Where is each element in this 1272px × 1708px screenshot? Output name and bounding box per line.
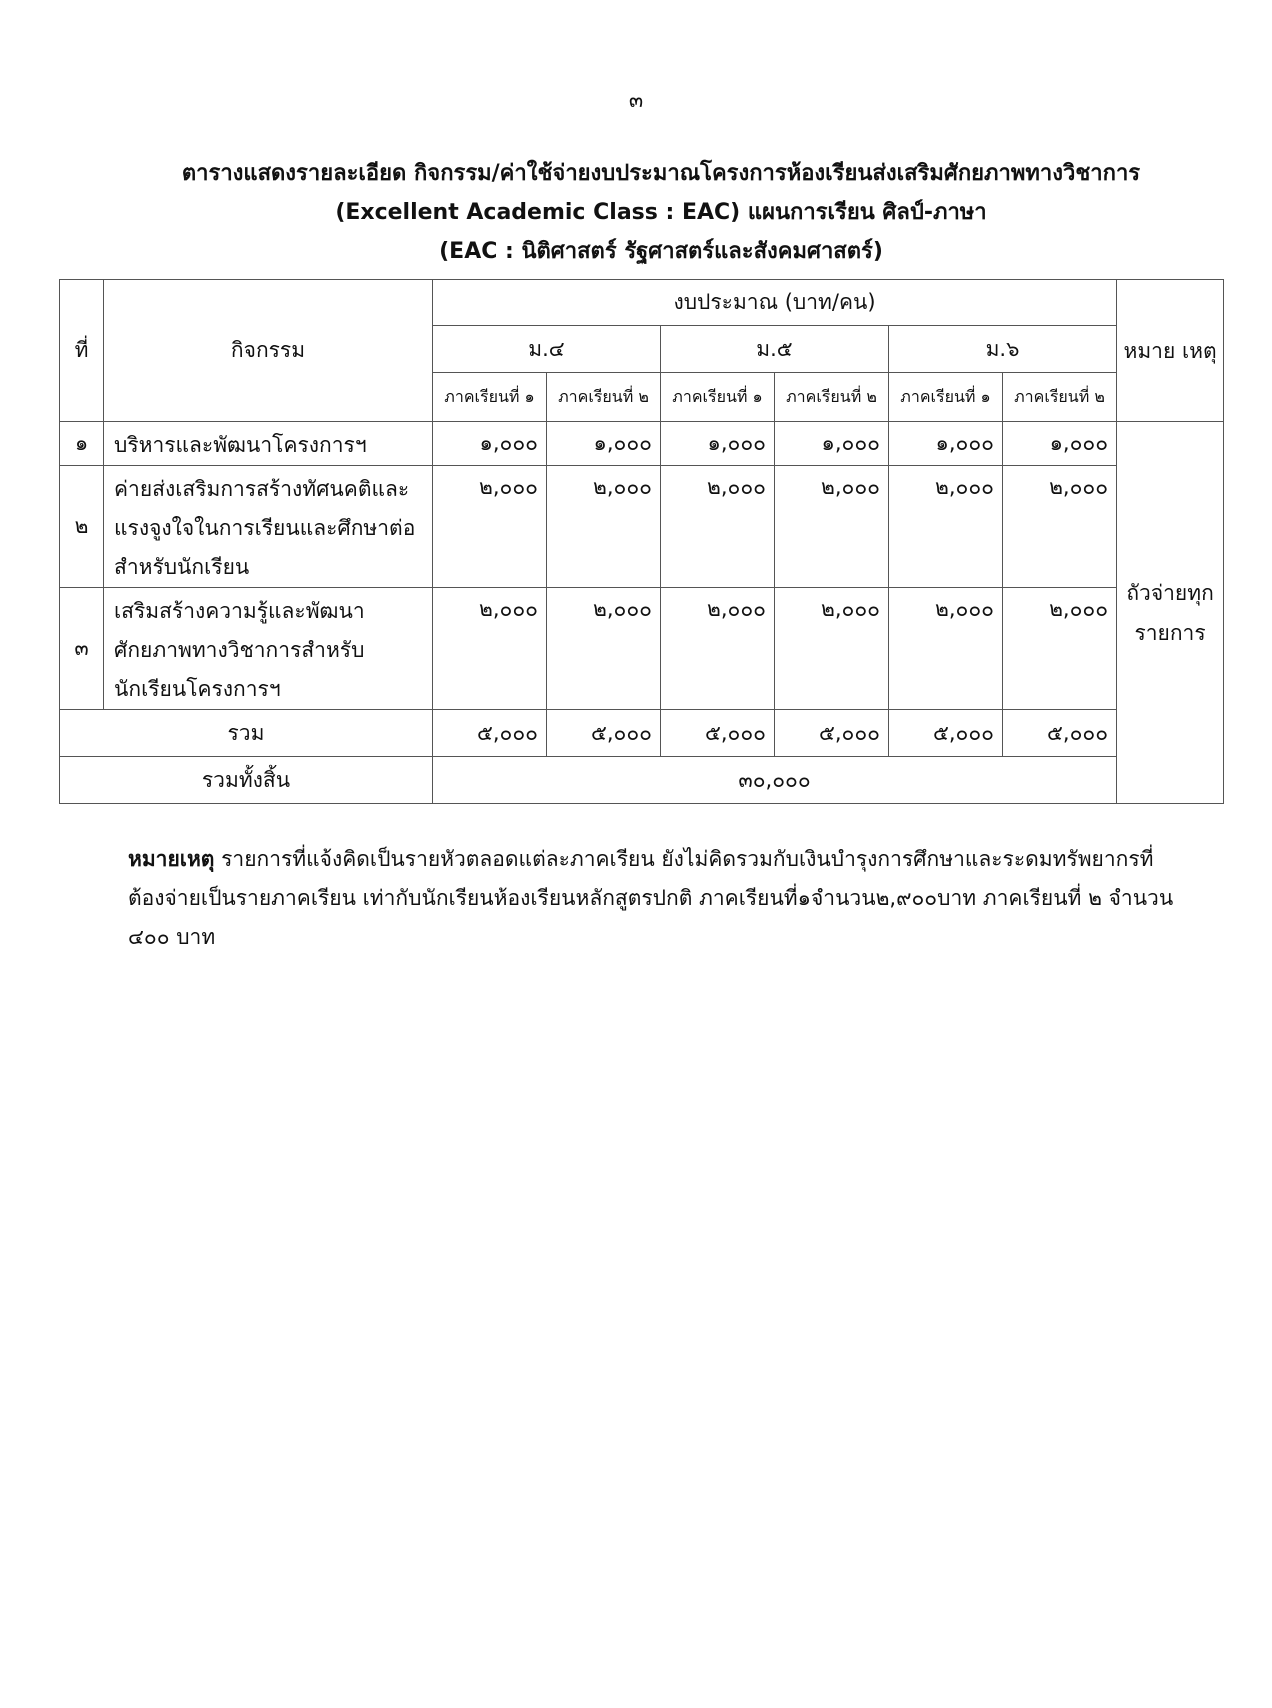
budget-value: ๑,๐๐๐	[547, 422, 661, 466]
budget-value: ๒,๐๐๐	[433, 466, 547, 588]
budget-value: ๒,๐๐๐	[661, 466, 775, 588]
table-row	[60, 422, 1224, 466]
activity-name: บริหารและพัฒนาโครงการฯ	[104, 422, 433, 466]
row-number: ๒	[60, 466, 104, 588]
budget-value: ๒,๐๐๐	[547, 588, 661, 710]
header-semester: ภาคเรียนที่ ๑	[889, 373, 1003, 422]
header-semester: ภาคเรียนที่ ๑	[661, 373, 775, 422]
budget-value: ๒,๐๐๐	[1003, 466, 1117, 588]
title-line-2: (Excellent Academic Class : EAC) แผนการเรียน ศิลป์-ภาษา	[335, 200, 987, 225]
sum-value: ๕,๐๐๐	[775, 710, 889, 757]
sum-row	[60, 710, 1224, 757]
budget-value: ๒,๐๐๐	[433, 588, 547, 710]
sum-label: รวม	[60, 710, 433, 757]
remark-text: ถัวจ่ายทุกรายการ	[1126, 580, 1214, 645]
page-number: ๓	[628, 88, 644, 112]
document-title	[120, 154, 1202, 271]
grand-total-label: รวมทั้งสิ้น	[60, 757, 433, 804]
budget-value: ๑,๐๐๐	[433, 422, 547, 466]
budget-value: ๒,๐๐๐	[547, 466, 661, 588]
budget-table	[59, 279, 1224, 804]
grand-total-value: ๓๐,๐๐๐	[433, 757, 1117, 804]
sum-value: ๕,๐๐๐	[889, 710, 1003, 757]
title-line-1: ตารางแสดงรายละเอียด กิจกรรม/ค่าใช้จ่ายงบประมาณโครงการห้องเรียนส่งเสริมศักยภาพทางวิชาการ	[181, 161, 1141, 186]
sum-value: ๕,๐๐๐	[1003, 710, 1117, 757]
budget-value: ๑,๐๐๐	[775, 422, 889, 466]
header-grade-m6: ม.๖	[889, 326, 1117, 373]
budget-value: ๒,๐๐๐	[1003, 588, 1117, 710]
table-row	[60, 588, 1224, 710]
remark-cell	[1117, 422, 1224, 804]
header-row-1	[60, 280, 1224, 326]
header-budget: งบประมาณ (บาท/คน)	[433, 280, 1117, 326]
header-activity: กิจกรรม	[104, 280, 433, 422]
table-row	[60, 466, 1224, 588]
budget-value: ๑,๐๐๐	[661, 422, 775, 466]
row-number: ๑	[60, 422, 104, 466]
header-semester: ภาคเรียนที่ ๑	[433, 373, 547, 422]
header-semester: ภาคเรียนที่ ๒	[547, 373, 661, 422]
header-grade-m5: ม.๕	[661, 326, 889, 373]
header-semester: ภาคเรียนที่ ๒	[775, 373, 889, 422]
header-grade-m4: ม.๔	[433, 326, 661, 373]
sum-value: ๕,๐๐๐	[547, 710, 661, 757]
footnote-text: รายการที่แจ้งคิดเป็นรายหัวตลอดแต่ละภาคเรียน ยังไม่คิดรวมกับเงินบำรุงการศึกษาและระดมทรัพยากรที่ต้องจ่ายเป็นรายภาคเรียน เท่ากับนักเรียนห้องเรียนหลักสูตรปกติ ภาคเรียนที่๑จำนวน๒,๙๐๐บาท ภาคเรียนที่ ๒ จำนวน ๔๐๐ บาท	[128, 847, 1174, 949]
budget-value: ๒,๐๐๐	[889, 466, 1003, 588]
header-remark-text: หมาย เหตุ	[1123, 338, 1217, 363]
header-semester: ภาคเรียนที่ ๒	[1003, 373, 1117, 422]
title-line-3: (EAC : นิติศาสตร์ รัฐศาสตร์และสังคมศาสตร์)	[439, 239, 883, 264]
footnote	[128, 840, 1188, 957]
budget-value: ๒,๐๐๐	[889, 588, 1003, 710]
budget-value: ๒,๐๐๐	[775, 466, 889, 588]
header-remark	[1117, 280, 1224, 422]
header-no: ที่	[60, 280, 104, 422]
row-number: ๓	[60, 588, 104, 710]
budget-value: ๒,๐๐๐	[661, 588, 775, 710]
footnote-label: หมายเหตุ	[128, 847, 215, 871]
budget-value: ๒,๐๐๐	[775, 588, 889, 710]
activity-name: ค่ายส่งเสริมการสร้างทัศนคติและแรงจูงใจในการเรียนและศึกษาต่อสำหรับนักเรียน	[104, 466, 433, 588]
budget-value: ๑,๐๐๐	[1003, 422, 1117, 466]
sum-value: ๕,๐๐๐	[433, 710, 547, 757]
grand-total-row	[60, 757, 1224, 804]
budget-value: ๑,๐๐๐	[889, 422, 1003, 466]
sum-value: ๕,๐๐๐	[661, 710, 775, 757]
activity-name: เสริมสร้างความรู้และพัฒนาศักยภาพทางวิชาการสำหรับนักเรียนโครงการฯ	[104, 588, 433, 710]
